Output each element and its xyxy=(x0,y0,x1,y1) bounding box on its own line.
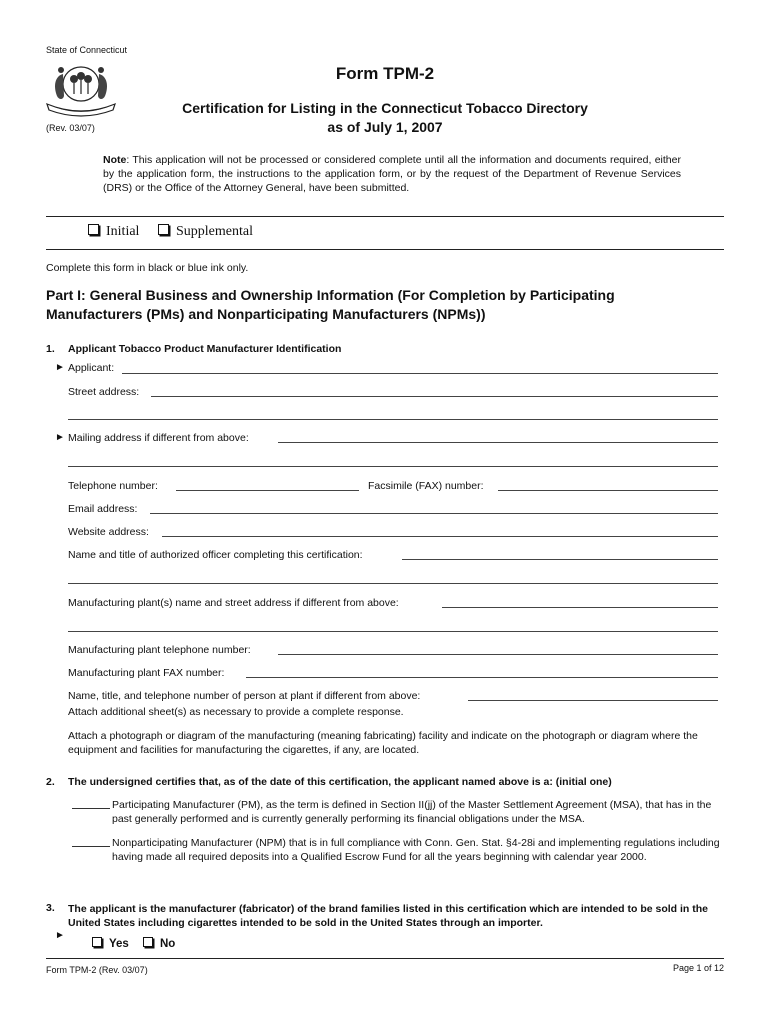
note-label: Note xyxy=(103,154,127,166)
page-number: Page 1 of 12 xyxy=(672,963,724,973)
certification-title-line2: as of July 1, 2007 xyxy=(327,119,443,135)
no-option[interactable] xyxy=(143,937,175,950)
ink-instruction: Complete this form in black or blue ink only. xyxy=(46,262,249,274)
arrow-icon: ► xyxy=(55,432,65,443)
plant-address-field-line2[interactable] xyxy=(68,631,718,632)
note-paragraph xyxy=(103,153,681,195)
attach-sheets-text: Attach additional sheet(s) as necessary to provide a complete response. xyxy=(68,706,404,718)
section2-number: 2. xyxy=(46,776,55,788)
plant-fax-label: Manufacturing plant FAX number: xyxy=(68,667,225,679)
certification-title-line1: Certification for Listing in the Connecticut Tobacco Directory xyxy=(182,100,588,116)
footer-divider xyxy=(46,958,724,959)
initial-checkbox[interactable] xyxy=(88,224,99,235)
section3-title: The applicant is the manufacturer (fabricator) of the brand families listed in this certification which are intended to be sold in the United States including cigarettes intended to be sold in the United States through an importer. xyxy=(68,903,709,929)
certification-title xyxy=(140,99,630,137)
applicant-label: Applicant: xyxy=(68,362,115,374)
form-title: Form TPM-2 xyxy=(335,64,435,83)
section1-title: Applicant Tobacco Product Manufacturer Identification xyxy=(68,343,342,355)
divider-top xyxy=(46,216,724,217)
part1-title: Part I: General Business and Ownership Information (For Completion by Participating Manufacturers (PMs) and Nonparticipating Manufacturers (NPMs)) xyxy=(46,287,615,322)
telephone-label: Telephone number: xyxy=(68,480,158,492)
plant-telephone-field[interactable] xyxy=(278,654,718,655)
mailing-address-field[interactable] xyxy=(278,442,718,443)
plant-telephone-label: Manufacturing plant telephone number: xyxy=(68,644,251,656)
arrow-icon: ► xyxy=(55,930,65,941)
officer-field-line2[interactable] xyxy=(68,583,718,584)
mailing-address-field-line2[interactable] xyxy=(68,466,718,467)
no-label: No xyxy=(160,938,176,950)
state-seal-logo xyxy=(41,62,121,118)
officer-label: Name and title of authorized officer completing this certification: xyxy=(68,549,363,561)
applicant-field[interactable] xyxy=(122,373,718,374)
npm-option-text: Nonparticipating Manufacturer (NPM) that is in full compliance with Conn. Gen. Stat. §4-28i and implementing regulations including having made all required deposits into a Qualified Escrow Fund for all the years beginning with calendar year 2000. xyxy=(112,837,720,863)
section1-number: 1. xyxy=(46,343,55,355)
mailing-address-label: Mailing address if different from above: xyxy=(68,432,249,444)
divider-bottom xyxy=(46,249,724,250)
fax-field[interactable] xyxy=(498,490,718,491)
revision-label: (Rev. 03/07) xyxy=(46,123,95,133)
supplemental-checkbox[interactable] xyxy=(158,224,169,235)
telephone-field[interactable] xyxy=(176,490,359,491)
arrow-icon: ► xyxy=(55,362,65,373)
pm-option-text: Participating Manufacturer (PM), as the term is defined in Section II(jj) of the Master Settlement Agreement (MSA), that has in the past generally performed and is currently generally performing its financial obligations under the MSA. xyxy=(112,799,712,825)
initial-option[interactable] xyxy=(88,224,139,240)
plant-fax-field[interactable] xyxy=(246,677,718,678)
email-label: Email address: xyxy=(68,503,138,515)
website-label: Website address: xyxy=(68,526,149,538)
website-field[interactable] xyxy=(162,536,718,537)
officer-field[interactable] xyxy=(402,559,718,560)
fax-label: Facsimile (FAX) number: xyxy=(368,480,484,492)
plant-person-field[interactable] xyxy=(468,700,718,701)
initial-label: Initial xyxy=(106,224,140,239)
attach-photo-text: Attach a photograph or diagram of the manufacturing (meaning fabricating) facility and indicate on the photograph or diagram where the equipment and facilities for manufacturing the cigarettes, if any, are located. xyxy=(68,730,698,756)
supplemental-option[interactable] xyxy=(158,224,253,240)
no-checkbox[interactable] xyxy=(143,937,153,947)
section2-title: The undersigned certifies that, as of the date of this certification, the applicant named above is a: (initial one) xyxy=(68,776,612,788)
note-text: : This application will not be processed or considered complete until all the information and documents required, either by the application form, the instructions to the application form, or by the request of the Department of Revenue Services (DRS) or the Office of the Attorney General, have been submitted. xyxy=(103,154,681,194)
npm-initial-field[interactable] xyxy=(72,837,110,847)
state-name: State of Connecticut xyxy=(46,45,128,55)
street-address-label: Street address: xyxy=(68,386,140,398)
email-field[interactable] xyxy=(150,513,718,514)
plant-address-field[interactable] xyxy=(442,607,718,608)
supplemental-label: Supplemental xyxy=(176,224,253,239)
yes-label: Yes xyxy=(109,938,129,950)
street-address-field[interactable] xyxy=(151,396,718,397)
footer-form-id: Form TPM-2 (Rev. 03/07) xyxy=(46,965,148,975)
section3-number: 3. xyxy=(46,902,55,914)
yes-option[interactable] xyxy=(92,937,129,950)
plant-address-label: Manufacturing plant(s) name and street address if different from above: xyxy=(68,597,399,609)
street-address-field-line2[interactable] xyxy=(68,419,718,420)
pm-initial-field[interactable] xyxy=(72,799,110,809)
yes-checkbox[interactable] xyxy=(92,937,102,947)
plant-person-label: Name, title, and telephone number of person at plant if different from above: xyxy=(68,690,421,702)
